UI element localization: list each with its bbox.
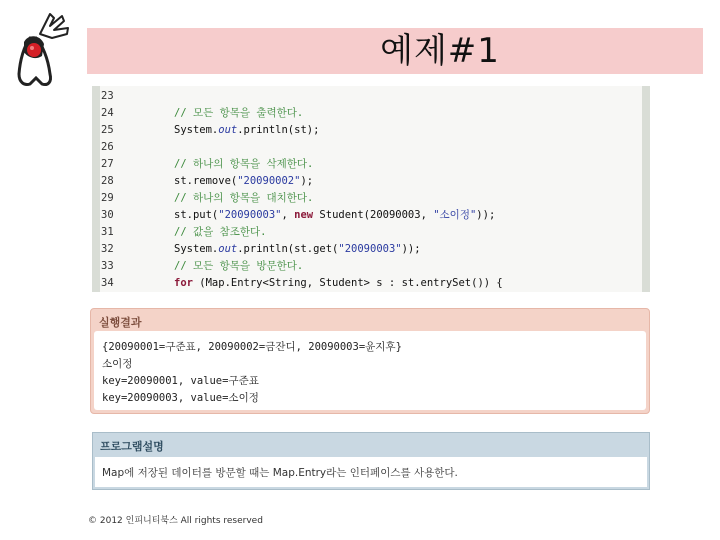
code-text [174,224,266,241]
result-box [90,308,650,414]
code-token: // 하나의 항목을 대치한다. [174,192,314,204]
code-token: // 모든 항목을 방문한다. [174,260,304,272]
line-number: 24 [101,107,114,119]
result-output [94,331,646,410]
code-text [174,156,313,173]
code-token: "20090003" [218,209,282,221]
description-body [95,457,647,487]
code-text [174,190,313,207]
code-token: // 하나의 항목을 삭제한다. [174,158,314,170]
code-token: st.remove( [174,175,238,187]
line-number: 29 [101,192,114,204]
line-number: 28 [101,175,114,187]
code-token: // 모든 항목을 출력한다. [174,107,304,119]
code-line [100,88,642,105]
line-number: 31 [101,226,114,238]
code-line [100,207,642,224]
code-token: Student(20090003, [313,209,434,221]
code-token: "20090003" [338,243,402,255]
code-line [100,139,642,156]
code-token: out [218,243,238,255]
description-box [92,432,650,490]
code-line [100,105,642,122]
code-text [174,258,303,275]
code-line [100,190,642,207]
line-number: 33 [101,260,114,272]
code-token: )); [401,243,421,255]
code-token: , [281,209,295,221]
code-token: )); [476,209,496,221]
code-token: // 값을 참조한다. [174,226,267,238]
code-token: for [174,277,193,289]
code-token: (Map.Entry<String, Student> s : st.entrySet()) { [192,277,503,289]
code-line [100,173,642,190]
line-number: 23 [101,90,114,102]
code-text [174,105,303,122]
code-line [100,241,642,258]
java-duke-logo [10,12,72,88]
result-line: key=20090003, value=소이정 [102,392,259,404]
result-heading: 실행결과 [99,316,142,329]
description-text: Map에 저장된 데이터를 방문할 때는 Map.Entry라는 인터페이스를 사용한다. [102,467,458,479]
code-line [100,224,642,241]
line-number: 30 [101,209,114,221]
description-heading: 프로그램설명 [100,440,164,453]
code-text [174,207,495,224]
code-token: .println(st.get( [237,243,339,255]
result-line: 소이정 [102,358,133,370]
result-line: {20090001=구준표, 20090002=금잔디, 20090003=윤지후} [102,341,402,353]
line-number: 26 [101,141,114,153]
code-token: "소이정" [433,209,477,221]
code-token: System. [174,124,219,136]
code-text [174,241,421,258]
line-number: 27 [101,158,114,170]
code-line [100,156,642,173]
code-listing [92,86,650,292]
title-bar [87,28,703,74]
code-token: new [294,209,314,221]
line-number: 25 [101,124,114,136]
code-line [100,258,642,275]
line-number: 34 [101,277,114,289]
code-line [100,275,642,292]
code-text [174,173,313,190]
code-token: System. [174,243,219,255]
slide-title: 예제#1 [380,31,500,71]
code-line [100,122,642,139]
code-text [174,122,319,139]
code-token: .println(st); [237,124,320,136]
line-number: 32 [101,243,114,255]
copyright-footer: © 2012 인피니티북스 All rights reserved [88,516,263,526]
code-token: ); [300,175,314,187]
code-token: "20090002" [237,175,301,187]
code-text [174,275,503,292]
result-line: key=20090001, value=구준표 [102,375,259,387]
code-token: st.put( [174,209,219,221]
code-token: out [218,124,238,136]
code-panel [100,86,642,292]
